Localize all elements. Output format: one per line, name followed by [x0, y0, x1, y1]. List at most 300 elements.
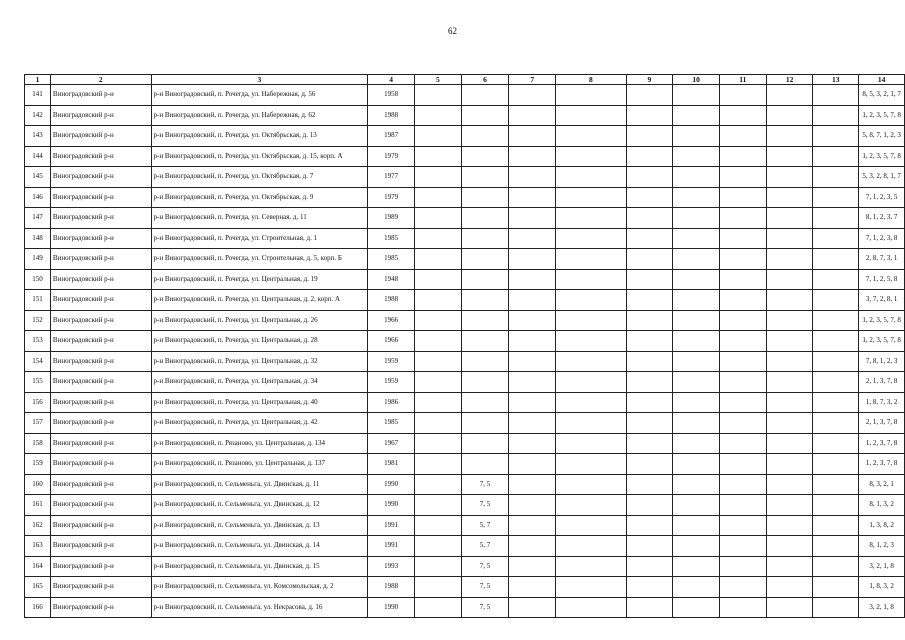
col-7-cell — [509, 495, 556, 516]
col-14-cell: 2, 1, 3, 7, 8 — [859, 413, 905, 434]
col-9-cell — [626, 126, 673, 147]
col-5-cell — [415, 105, 462, 126]
col-7-cell — [509, 331, 556, 352]
col-10-cell — [673, 126, 720, 147]
col-7-cell — [509, 351, 556, 372]
col-9-cell — [626, 372, 673, 393]
col-12-cell — [766, 515, 813, 536]
col-11-cell — [719, 146, 766, 167]
col-5-cell — [415, 536, 462, 557]
col-10-cell — [673, 515, 720, 536]
col-12-cell — [766, 269, 813, 290]
table-row — [25, 126, 905, 147]
table-row — [25, 597, 905, 618]
address-cell: р-н Виноградовский, п. Сельменьга, ул. Двинская, д. 11 — [151, 474, 368, 495]
col-6-cell: 7, 5 — [461, 577, 509, 598]
col-6-cell — [461, 228, 509, 249]
year-cell: 1967 — [368, 433, 415, 454]
col-8-cell — [556, 126, 627, 147]
col-7-cell — [509, 167, 556, 188]
col-8-cell — [556, 413, 627, 434]
address-cell: р-н Виноградовский, п. Рочегда, ул. Строительная, д. 5, корп. Б — [151, 249, 368, 270]
table-body — [25, 85, 905, 618]
col-8-cell — [556, 290, 627, 311]
col-14-cell: 7, 8, 1, 2, 3 — [859, 351, 905, 372]
col-13-cell — [813, 249, 859, 270]
col-10-cell — [673, 536, 720, 557]
col-10-cell — [673, 146, 720, 167]
col-5-cell — [415, 85, 462, 106]
col-12-cell — [766, 433, 813, 454]
col-14-cell: 8, 1, 3, 2 — [859, 495, 905, 516]
col-9-cell — [626, 515, 673, 536]
address-cell: р-н Виноградовский, п. Рочегда, ул. Центральная, д. 26 — [151, 310, 368, 331]
col-11-cell — [719, 351, 766, 372]
col-10-cell — [673, 85, 720, 106]
col-11-cell — [719, 413, 766, 434]
address-cell: р-н Виноградовский, п. Рочегда, ул. Центральная, д. 42 — [151, 413, 368, 434]
address-cell: р-н Виноградовский, п. Рочегда, ул. Октябрьская, д. 15, корп. А — [151, 146, 368, 167]
col-11-cell — [719, 85, 766, 106]
year-cell: 1966 — [368, 310, 415, 331]
district-cell: Виноградовский р-н — [50, 495, 151, 516]
col-8-cell — [556, 331, 627, 352]
table-row — [25, 351, 905, 372]
column-header-12: 12 — [766, 75, 813, 85]
row-number: 152 — [25, 310, 51, 331]
district-cell: Виноградовский р-н — [50, 167, 151, 188]
col-5-cell — [415, 515, 462, 536]
row-number: 154 — [25, 351, 51, 372]
col-11-cell — [719, 290, 766, 311]
col-13-cell — [813, 228, 859, 249]
col-9-cell — [626, 290, 673, 311]
col-10-cell — [673, 351, 720, 372]
row-number: 161 — [25, 495, 51, 516]
col-14-cell: 8, 1, 2, 3 — [859, 536, 905, 557]
col-11-cell — [719, 331, 766, 352]
col-11-cell — [719, 105, 766, 126]
col-5-cell — [415, 454, 462, 475]
col-14-cell: 5, 3, 2, 8, 1, 7 — [859, 167, 905, 188]
col-8-cell — [556, 310, 627, 331]
year-cell: 1990 — [368, 495, 415, 516]
year-cell: 1979 — [368, 187, 415, 208]
col-13-cell — [813, 85, 859, 106]
col-11-cell — [719, 167, 766, 188]
year-cell: 1988 — [368, 290, 415, 311]
col-10-cell — [673, 208, 720, 229]
district-cell: Виноградовский р-н — [50, 331, 151, 352]
col-11-cell — [719, 433, 766, 454]
col-11-cell — [719, 556, 766, 577]
address-cell: р-н Виноградовский, п. Рочегда, ул. Центральная, д. 40 — [151, 392, 368, 413]
col-9-cell — [626, 85, 673, 106]
col-13-cell — [813, 146, 859, 167]
col-11-cell — [719, 454, 766, 475]
district-cell: Виноградовский р-н — [50, 85, 151, 106]
col-8-cell — [556, 167, 627, 188]
col-7-cell — [509, 228, 556, 249]
col-12-cell — [766, 331, 813, 352]
col-7-cell — [509, 249, 556, 270]
col-7-cell — [509, 413, 556, 434]
col-9-cell — [626, 228, 673, 249]
col-13-cell — [813, 208, 859, 229]
col-5-cell — [415, 433, 462, 454]
col-9-cell — [626, 331, 673, 352]
col-5-cell — [415, 310, 462, 331]
col-9-cell — [626, 556, 673, 577]
col-8-cell — [556, 208, 627, 229]
district-cell: Виноградовский р-н — [50, 536, 151, 557]
col-6-cell — [461, 249, 509, 270]
col-6-cell — [461, 392, 509, 413]
column-header-2: 2 — [50, 75, 151, 85]
col-10-cell — [673, 454, 720, 475]
col-13-cell — [813, 433, 859, 454]
col-5-cell — [415, 167, 462, 188]
district-cell: Виноградовский р-н — [50, 413, 151, 434]
row-number: 160 — [25, 474, 51, 495]
col-9-cell — [626, 413, 673, 434]
col-14-cell: 1, 2, 3, 5, 7, 8 — [859, 105, 905, 126]
col-12-cell — [766, 208, 813, 229]
table-row — [25, 208, 905, 229]
col-13-cell — [813, 392, 859, 413]
district-cell: Виноградовский р-н — [50, 351, 151, 372]
district-cell: Виноградовский р-н — [50, 474, 151, 495]
col-5-cell — [415, 249, 462, 270]
col-10-cell — [673, 597, 720, 618]
col-11-cell — [719, 597, 766, 618]
col-6-cell — [461, 413, 509, 434]
col-11-cell — [719, 495, 766, 516]
col-8-cell — [556, 515, 627, 536]
row-number: 150 — [25, 269, 51, 290]
address-cell: р-н Виноградовский, п. Рязаново, ул. Центральная, д. 137 — [151, 454, 368, 475]
col-10-cell — [673, 556, 720, 577]
col-10-cell — [673, 577, 720, 598]
col-14-cell: 2, 8, 7, 3, 1 — [859, 249, 905, 270]
col-12-cell — [766, 310, 813, 331]
col-5-cell — [415, 413, 462, 434]
col-9-cell — [626, 351, 673, 372]
address-cell: р-н Виноградовский, п. Сельменьга, ул. Комсомольская, д. 2 — [151, 577, 368, 598]
column-header-9: 9 — [626, 75, 673, 85]
col-12-cell — [766, 454, 813, 475]
address-cell: р-н Виноградовский, п. Сельменьга, ул. Двинская, д. 14 — [151, 536, 368, 557]
table-row — [25, 515, 905, 536]
col-14-cell: 1, 2, 3, 5, 7, 8 — [859, 146, 905, 167]
year-cell: 1958 — [368, 85, 415, 106]
col-14-cell: 7, 1, 2, 3, 5 — [859, 187, 905, 208]
address-cell: р-н Виноградовский, п. Рочегда, ул. Центральная, д. 19 — [151, 269, 368, 290]
col-8-cell — [556, 556, 627, 577]
col-5-cell — [415, 372, 462, 393]
address-cell: р-н Виноградовский, п. Рочегда, ул. Строительная, д. 1 — [151, 228, 368, 249]
row-number: 165 — [25, 577, 51, 598]
col-8-cell — [556, 228, 627, 249]
col-11-cell — [719, 372, 766, 393]
col-12-cell — [766, 85, 813, 106]
district-cell: Виноградовский р-н — [50, 310, 151, 331]
row-number: 144 — [25, 146, 51, 167]
district-cell: Виноградовский р-н — [50, 392, 151, 413]
col-12-cell — [766, 495, 813, 516]
col-10-cell — [673, 269, 720, 290]
col-10-cell — [673, 310, 720, 331]
col-6-cell — [461, 372, 509, 393]
col-6-cell — [461, 454, 509, 475]
col-12-cell — [766, 249, 813, 270]
col-8-cell — [556, 495, 627, 516]
row-number: 142 — [25, 105, 51, 126]
table-row — [25, 331, 905, 352]
row-number: 156 — [25, 392, 51, 413]
table-row — [25, 454, 905, 475]
row-number: 148 — [25, 228, 51, 249]
col-9-cell — [626, 310, 673, 331]
district-cell: Виноградовский р-н — [50, 556, 151, 577]
address-cell: р-н Виноградовский, п. Рочегда, ул. Октябрьская, д. 9 — [151, 187, 368, 208]
year-cell: 1959 — [368, 372, 415, 393]
table-row — [25, 310, 905, 331]
table-row — [25, 290, 905, 311]
col-11-cell — [719, 269, 766, 290]
district-cell: Виноградовский р-н — [50, 454, 151, 475]
col-9-cell — [626, 187, 673, 208]
col-6-cell — [461, 351, 509, 372]
row-number: 141 — [25, 85, 51, 106]
district-cell: Виноградовский р-н — [50, 515, 151, 536]
col-14-cell: 1, 2, 3, 5, 7, 8 — [859, 331, 905, 352]
col-12-cell — [766, 536, 813, 557]
column-header-8: 8 — [556, 75, 627, 85]
col-6-cell — [461, 146, 509, 167]
table-row — [25, 536, 905, 557]
housing-table — [24, 74, 905, 618]
col-11-cell — [719, 536, 766, 557]
col-7-cell — [509, 392, 556, 413]
col-8-cell — [556, 392, 627, 413]
col-6-cell — [461, 208, 509, 229]
col-5-cell — [415, 474, 462, 495]
col-11-cell — [719, 310, 766, 331]
col-8-cell — [556, 146, 627, 167]
row-number: 151 — [25, 290, 51, 311]
row-number: 143 — [25, 126, 51, 147]
col-9-cell — [626, 536, 673, 557]
table-row — [25, 577, 905, 598]
col-14-cell: 1, 2, 3, 7, 8 — [859, 433, 905, 454]
col-12-cell — [766, 146, 813, 167]
col-8-cell — [556, 85, 627, 106]
col-6-cell — [461, 187, 509, 208]
col-7-cell — [509, 474, 556, 495]
address-cell: р-н Виноградовский, п. Рочегда, ул. Набережная, д. 56 — [151, 85, 368, 106]
col-9-cell — [626, 392, 673, 413]
col-6-cell — [461, 269, 509, 290]
district-cell: Виноградовский р-н — [50, 126, 151, 147]
column-header-13: 13 — [813, 75, 859, 85]
column-header-11: 11 — [719, 75, 766, 85]
col-7-cell — [509, 577, 556, 598]
col-5-cell — [415, 187, 462, 208]
col-11-cell — [719, 208, 766, 229]
year-cell: 1989 — [368, 208, 415, 229]
col-14-cell: 3, 7, 2, 8, 1 — [859, 290, 905, 311]
col-11-cell — [719, 392, 766, 413]
year-cell: 1988 — [368, 577, 415, 598]
col-12-cell — [766, 413, 813, 434]
year-cell: 1990 — [368, 474, 415, 495]
year-cell: 1959 — [368, 351, 415, 372]
col-14-cell: 5, 8, 7, 1, 2, 3 — [859, 126, 905, 147]
col-8-cell — [556, 372, 627, 393]
col-12-cell — [766, 351, 813, 372]
col-10-cell — [673, 474, 720, 495]
col-11-cell — [719, 126, 766, 147]
col-10-cell — [673, 413, 720, 434]
col-13-cell — [813, 105, 859, 126]
address-cell: р-н Виноградовский, п. Рочегда, ул. Центральная, д. 2, корп. А — [151, 290, 368, 311]
col-5-cell — [415, 495, 462, 516]
table-row — [25, 85, 905, 106]
col-10-cell — [673, 392, 720, 413]
col-9-cell — [626, 249, 673, 270]
district-cell: Виноградовский р-н — [50, 187, 151, 208]
col-14-cell: 1, 3, 8, 2 — [859, 515, 905, 536]
col-7-cell — [509, 536, 556, 557]
table-row — [25, 105, 905, 126]
col-14-cell: 1, 2, 3, 5, 7, 8 — [859, 310, 905, 331]
col-10-cell — [673, 187, 720, 208]
col-13-cell — [813, 331, 859, 352]
col-14-cell: 8, 3, 2, 1 — [859, 474, 905, 495]
table-row — [25, 269, 905, 290]
col-5-cell — [415, 228, 462, 249]
col-7-cell — [509, 515, 556, 536]
district-cell: Виноградовский р-н — [50, 269, 151, 290]
col-6-cell — [461, 331, 509, 352]
col-11-cell — [719, 474, 766, 495]
col-13-cell — [813, 515, 859, 536]
column-header-7: 7 — [509, 75, 556, 85]
col-7-cell — [509, 85, 556, 106]
col-10-cell — [673, 290, 720, 311]
address-cell: р-н Виноградовский, п. Сельменьга, ул. Двинская, д. 15 — [151, 556, 368, 577]
col-7-cell — [509, 290, 556, 311]
row-number: 166 — [25, 597, 51, 618]
col-12-cell — [766, 126, 813, 147]
table-row — [25, 495, 905, 516]
col-12-cell — [766, 392, 813, 413]
year-cell: 1993 — [368, 556, 415, 577]
col-10-cell — [673, 495, 720, 516]
district-cell: Виноградовский р-н — [50, 290, 151, 311]
year-cell: 1985 — [368, 228, 415, 249]
table-row — [25, 228, 905, 249]
column-header-5: 5 — [415, 75, 462, 85]
col-10-cell — [673, 249, 720, 270]
col-14-cell: 1, 8, 3, 2 — [859, 577, 905, 598]
table-row — [25, 372, 905, 393]
col-8-cell — [556, 269, 627, 290]
year-cell: 1985 — [368, 413, 415, 434]
year-cell: 1985 — [368, 249, 415, 270]
col-13-cell — [813, 290, 859, 311]
col-8-cell — [556, 597, 627, 618]
col-7-cell — [509, 126, 556, 147]
col-9-cell — [626, 208, 673, 229]
year-cell: 1948 — [368, 269, 415, 290]
col-14-cell: 7, 1, 2, 5, 8 — [859, 269, 905, 290]
col-6-cell: 5, 7 — [461, 536, 509, 557]
col-13-cell — [813, 454, 859, 475]
col-6-cell: 7, 5 — [461, 495, 509, 516]
col-9-cell — [626, 495, 673, 516]
district-cell: Виноградовский р-н — [50, 228, 151, 249]
year-cell: 1991 — [368, 536, 415, 557]
col-6-cell: 7, 5 — [461, 474, 509, 495]
col-6-cell — [461, 85, 509, 106]
col-6-cell: 7, 5 — [461, 556, 509, 577]
col-8-cell — [556, 433, 627, 454]
district-cell: Виноградовский р-н — [50, 433, 151, 454]
col-7-cell — [509, 105, 556, 126]
col-9-cell — [626, 577, 673, 598]
col-5-cell — [415, 331, 462, 352]
header-row — [25, 75, 905, 85]
address-cell: р-н Виноградовский, п. Сельменьга, ул. Некрасова, д. 16 — [151, 597, 368, 618]
col-14-cell: 8, 1, 2, 3, 7 — [859, 208, 905, 229]
col-5-cell — [415, 556, 462, 577]
row-number: 159 — [25, 454, 51, 475]
col-7-cell — [509, 597, 556, 618]
col-13-cell — [813, 577, 859, 598]
column-header-14: 14 — [859, 75, 905, 85]
row-number: 163 — [25, 536, 51, 557]
col-8-cell — [556, 536, 627, 557]
address-cell: р-н Виноградовский, п. Рочегда, ул. Центральная, д. 34 — [151, 372, 368, 393]
col-14-cell: 3, 2, 1, 8 — [859, 597, 905, 618]
col-8-cell — [556, 351, 627, 372]
col-11-cell — [719, 515, 766, 536]
col-6-cell — [461, 433, 509, 454]
col-6-cell — [461, 310, 509, 331]
address-cell: р-н Виноградовский, п. Рочегда, ул. Центральная, д. 28 — [151, 331, 368, 352]
col-8-cell — [556, 454, 627, 475]
table-row — [25, 146, 905, 167]
district-cell: Виноградовский р-н — [50, 577, 151, 598]
col-13-cell — [813, 597, 859, 618]
col-7-cell — [509, 146, 556, 167]
col-6-cell — [461, 126, 509, 147]
col-5-cell — [415, 392, 462, 413]
col-5-cell — [415, 269, 462, 290]
col-14-cell: 1, 8, 7, 3, 2 — [859, 392, 905, 413]
col-8-cell — [556, 474, 627, 495]
col-10-cell — [673, 228, 720, 249]
col-5-cell — [415, 351, 462, 372]
col-12-cell — [766, 372, 813, 393]
row-number: 146 — [25, 187, 51, 208]
row-number: 162 — [25, 515, 51, 536]
col-7-cell — [509, 454, 556, 475]
col-13-cell — [813, 495, 859, 516]
district-cell: Виноградовский р-н — [50, 105, 151, 126]
